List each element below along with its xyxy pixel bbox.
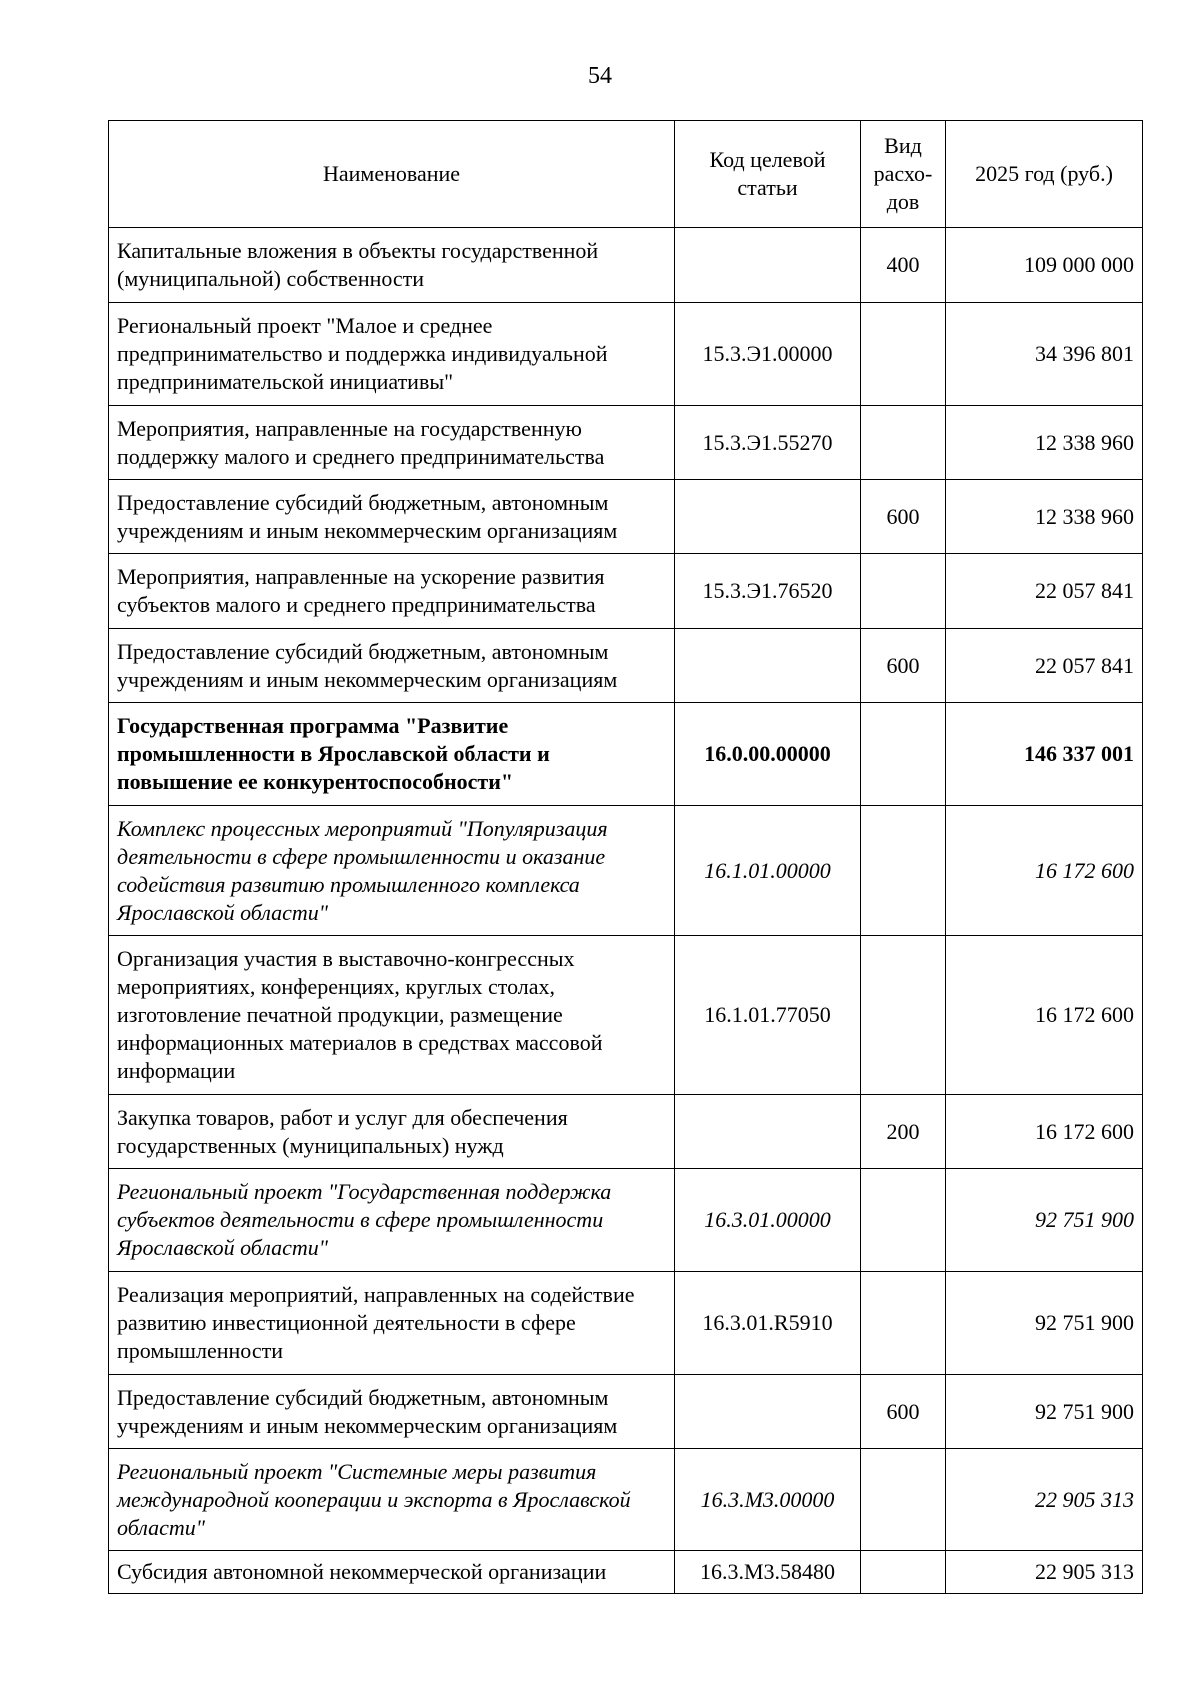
cell-name: Региональный проект "Малое и среднее предпринимательство и поддержка индивидуальной предпринимательской инициативы" [109,303,675,406]
cell-amount: 34 396 801 [946,303,1143,406]
cell-name: Мероприятия, направленные на государственную поддержку малого и среднего предпринимательства [109,406,675,480]
cell-amount: 12 338 960 [946,480,1143,554]
cell-kind: 600 [861,629,946,703]
table-row [109,303,1143,406]
cell-amount: 22 057 841 [946,629,1143,703]
cell-kind [861,303,946,406]
cell-kind [861,1551,946,1594]
cell-kind: 200 [861,1095,946,1169]
cell-kind [861,936,946,1095]
table-row [109,406,1143,480]
table-row [109,480,1143,554]
budget-table [108,120,1143,1594]
cell-name: Закупка товаров, работ и услуг для обеспечения государственных (муниципальных) нужд [109,1095,675,1169]
cell-name: Организация участия в выставочно-конгрессных мероприятиях, конференциях, круглых столах, изготовление печатной продукции, размещение информационных материалов в средствах массовой информации [109,936,675,1095]
cell-amount: 16 172 600 [946,1095,1143,1169]
header-kind: Вид расхо-дов [861,121,946,228]
cell-amount: 16 172 600 [946,806,1143,936]
cell-kind [861,806,946,936]
cell-kind: 600 [861,1375,946,1449]
cell-amount: 12 338 960 [946,406,1143,480]
cell-code: 16.3.01.00000 [675,1169,861,1272]
cell-amount: 92 751 900 [946,1272,1143,1375]
table-row [109,1551,1143,1594]
page-number: 54 [588,63,612,89]
cell-code [675,1095,861,1169]
cell-code [675,629,861,703]
cell-code: 16.0.00.00000 [675,703,861,806]
cell-code: 16.3.М3.58480 [675,1551,861,1594]
cell-name: Государственная программа "Развитие промышленности в Ярославской области и повышение ее конкурентоспособности" [109,703,675,806]
table-row [109,554,1143,629]
cell-amount: 22 905 313 [946,1551,1143,1594]
cell-code: 15.3.Э1.55270 [675,406,861,480]
cell-code [675,480,861,554]
cell-code: 15.3.Э1.00000 [675,303,861,406]
table-row [109,1169,1143,1272]
table-row [109,936,1143,1095]
cell-amount: 109 000 000 [946,228,1143,303]
table-row [109,703,1143,806]
cell-amount: 92 751 900 [946,1169,1143,1272]
cell-code [675,228,861,303]
table-row [109,1272,1143,1375]
cell-name: Мероприятия, направленные на ускорение развития субъектов малого и среднего предпринимательства [109,554,675,629]
cell-amount: 22 057 841 [946,554,1143,629]
table-row [109,228,1143,303]
cell-kind: 600 [861,480,946,554]
cell-kind [861,1449,946,1551]
cell-amount: 146 337 001 [946,703,1143,806]
cell-code: 16.3.01.R5910 [675,1272,861,1375]
cell-name: Региональный проект "Государственная поддержка субъектов деятельности в сфере промышленности Ярославской области" [109,1169,675,1272]
table-row [109,629,1143,703]
table-header-row [109,121,1143,228]
cell-name: Предоставление субсидий бюджетным, автономным учреждениям и иным некоммерческим организациям [109,1375,675,1449]
cell-amount: 22 905 313 [946,1449,1143,1551]
cell-name: Реализация мероприятий, направленных на содействие развитию инвестиционной деятельности в сфере промышленности [109,1272,675,1375]
cell-amount: 92 751 900 [946,1375,1143,1449]
table-row [109,1375,1143,1449]
cell-kind [861,1169,946,1272]
header-code: Код целевой статьи [675,121,861,228]
cell-name: Капитальные вложения в объекты государственной (муниципальной) собственности [109,228,675,303]
table-row [109,1095,1143,1169]
cell-kind [861,406,946,480]
table-row [109,1449,1143,1551]
cell-code: 16.3.М3.00000 [675,1449,861,1551]
header-amount: 2025 год (руб.) [946,121,1143,228]
cell-kind [861,703,946,806]
cell-code: 16.1.01.77050 [675,936,861,1095]
cell-code [675,1375,861,1449]
cell-name: Субсидия автономной некоммерческой организации [109,1551,675,1594]
table-row [109,806,1143,936]
cell-code: 16.1.01.00000 [675,806,861,936]
cell-code: 15.3.Э1.76520 [675,554,861,629]
cell-name: Предоставление субсидий бюджетным, автономным учреждениям и иным некоммерческим организациям [109,629,675,703]
cell-name: Комплекс процессных мероприятий "Популяризация деятельности в сфере промышленности и оказание содействия развитию промышленного комплекса Ярославской области" [109,806,675,936]
cell-amount: 16 172 600 [946,936,1143,1095]
header-name: Наименование [109,121,675,228]
table-body [109,228,1143,1594]
cell-kind [861,554,946,629]
cell-kind: 400 [861,228,946,303]
cell-kind [861,1272,946,1375]
cell-name: Предоставление субсидий бюджетным, автономным учреждениям и иным некоммерческим организациям [109,480,675,554]
cell-name: Региональный проект "Системные меры развития международной кооперации и экспорта в Ярославской области" [109,1449,675,1551]
